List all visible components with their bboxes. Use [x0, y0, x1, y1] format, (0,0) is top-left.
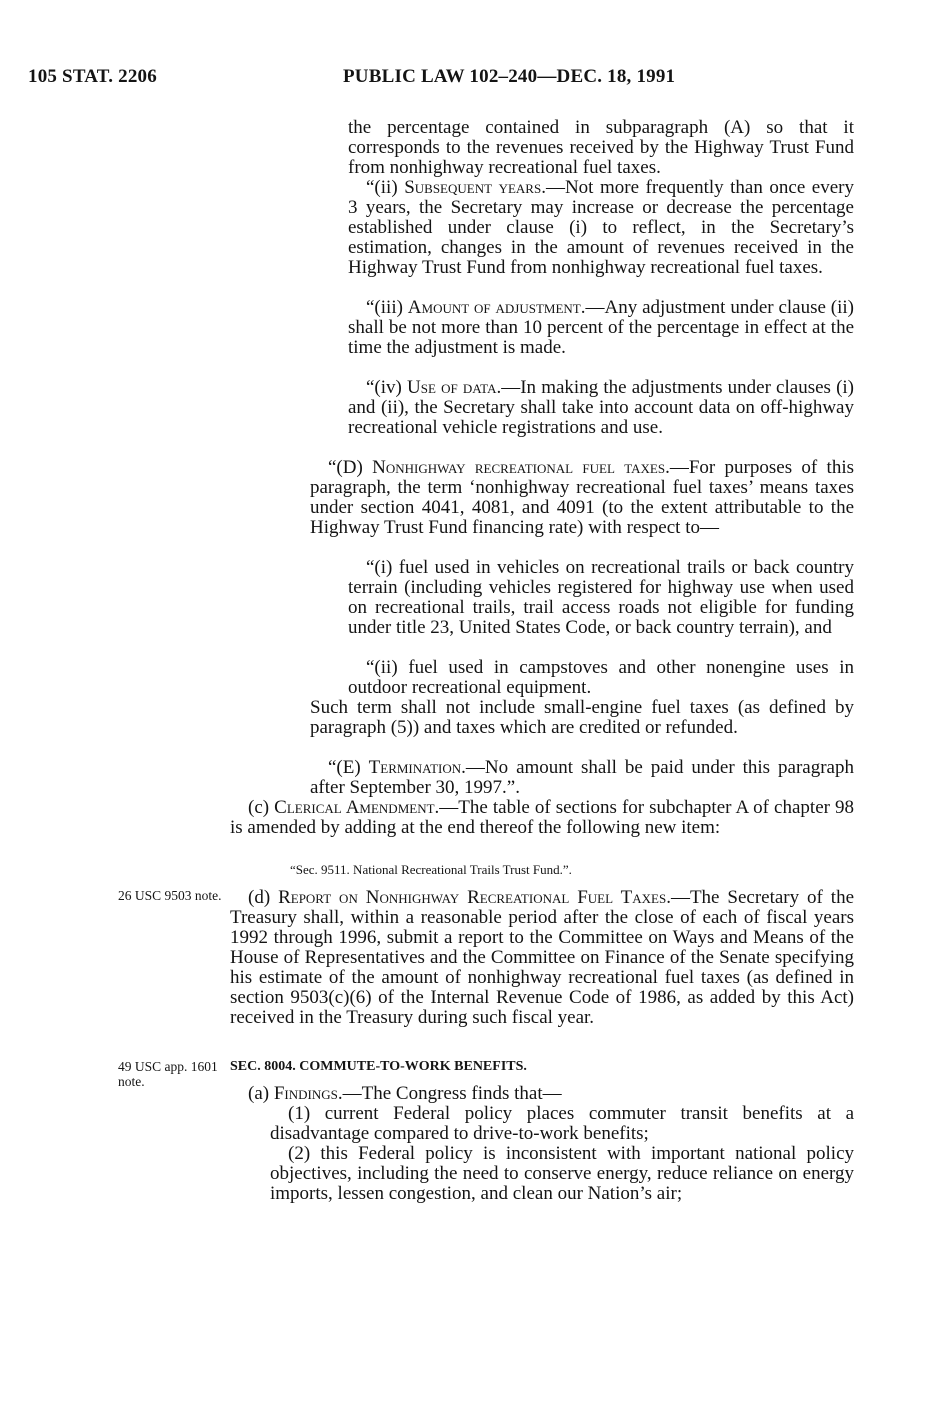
paragraph-text: .—Not more frequently than once every 3 years, the Secretary may increase or decrease the percentage established under clause (i) to reflect, in the Secretary’s estimation, changes in the amount of revenues received in the Highway Trust Fund from nonhighway recreational fuel taxes.	[348, 177, 854, 278]
paragraph-text: .—The table of sections for subchapter A of chapter 98 is amended by adding at the end thereof the following new item:	[230, 797, 855, 838]
clause-heading: Termination	[368, 757, 462, 778]
paragraph-text: the percentage contained in subparagraph (A) so that it corresponds to the revenues received by the Highway Trust Fund from nonhighway recreational fuel taxes.	[348, 117, 854, 178]
clause-marker: “(ii)	[366, 177, 405, 198]
paragraph-clause-i	[348, 558, 854, 638]
margin-note-26-usc: 26 USC 9503 note.	[118, 888, 222, 903]
clause-marker: “(E)	[328, 757, 369, 778]
paragraph-subsection-d	[230, 888, 854, 1028]
paragraph-text: (1) current Federal policy places commuter transit benefits at a disadvantage compared to drive-to-work benefits;	[270, 1103, 854, 1144]
clause-heading: Findings	[273, 1083, 338, 1104]
paragraph-text: “(ii) fuel used in campstoves and other nonengine uses in outdoor recreational equipment.	[348, 657, 854, 698]
page-header-title: PUBLIC LAW 102–240—DEC. 18, 1991	[343, 66, 676, 87]
section-heading: SEC. 8004. COMMUTE-TO-WORK BENEFITS.	[230, 1059, 527, 1074]
paragraph-text: Such term shall not include small-engine fuel taxes (as defined by paragraph (5)) and taxes which are credited or refunded.	[310, 697, 854, 738]
paragraph-text: .—Any adjustment under clause (ii) shall be not more than 10 percent of the percentage in effect at the time the adjustment is made.	[348, 297, 854, 358]
clause-marker: (a)	[248, 1083, 274, 1104]
clause-heading: Report on Nonhighway Recreational Fuel Taxes	[278, 887, 667, 908]
paragraph-text: .—The Congress finds that—	[337, 1083, 562, 1104]
clause-heading: Subsequent years	[404, 177, 542, 198]
clause-heading: Clerical Amendment	[274, 797, 435, 818]
paragraph-text: .—In making the adjustments under clauses (i) and (ii), the Secretary shall take into account data on off-highway recreational vehicle registrations and use.	[348, 377, 855, 438]
clause-marker: “(iv)	[366, 377, 408, 398]
paragraph-subsection-c	[230, 798, 854, 838]
clause-marker: (c)	[248, 797, 275, 818]
paragraph-clause-ii-campstoves	[348, 658, 854, 698]
clause-marker: “(iii)	[366, 297, 408, 318]
page-stat-reference: 105 STAT. 2206	[28, 66, 157, 87]
clause-marker: “(D)	[328, 457, 373, 478]
paragraph-text: .—No amount shall be paid under this paragraph after September 30, 1997.”.	[310, 757, 854, 798]
paragraph-finding-2	[270, 1144, 854, 1204]
paragraph-text: .—For purposes of this paragraph, the term ‘nonhighway recreational fuel taxes’ means taxes under section 4041, 4081, and 4091 (to the extent attributable to the Highway Trust Fund financing rate) with respect to—	[310, 457, 855, 538]
paragraph-clause-iii	[348, 298, 854, 358]
paragraph-findings	[230, 1084, 854, 1104]
paragraph-clause-iv	[348, 378, 854, 438]
paragraph-subpara-e	[310, 758, 854, 798]
section-table-item: “Sec. 9511. National Recreational Trails Trust Fund.”.	[290, 862, 572, 877]
paragraph-text: .—The Secretary of the Treasury shall, within a reasonable period after the close of each of fiscal years 1992 through 1996, submit a report to the Committee on Ways and Means of the House of Representatives and the Committee on Finance of the Senate specifying his estimate of the amount of nonhighway recreational fuel taxes (as defined in section 9503(c)(6) of the Internal Revenue Code of 1986, as added by this Act) received in the Treasury during such fiscal year.	[230, 887, 855, 1028]
paragraph-clause-ii	[348, 178, 854, 278]
paragraph-subpara-d	[310, 458, 854, 538]
clause-heading: Nonhighway recreational fuel taxes	[372, 457, 666, 478]
margin-note-49-usc: 49 USC app. 1601 note.	[118, 1059, 218, 1089]
paragraph-finding-1	[270, 1104, 854, 1144]
paragraph	[348, 118, 854, 178]
paragraph-text: “(i) fuel used in vehicles on recreational trails or back country terrain (including vehicles registered for highway use when used on recreational trails, trail access roads not eligible for funding under title 23, United States Code, or back country terrain), and	[348, 557, 854, 638]
clause-marker: (d)	[248, 887, 279, 908]
paragraph-text: (2) this Federal policy is inconsistent with important national policy objectives, including the need to conserve energy, reduce reliance on energy imports, lessen congestion, and clean our Nation’s air;	[270, 1143, 854, 1204]
clause-heading: Use of data	[407, 377, 497, 398]
clause-heading: Amount of adjustment	[407, 297, 581, 318]
paragraph-such-term	[310, 698, 854, 738]
